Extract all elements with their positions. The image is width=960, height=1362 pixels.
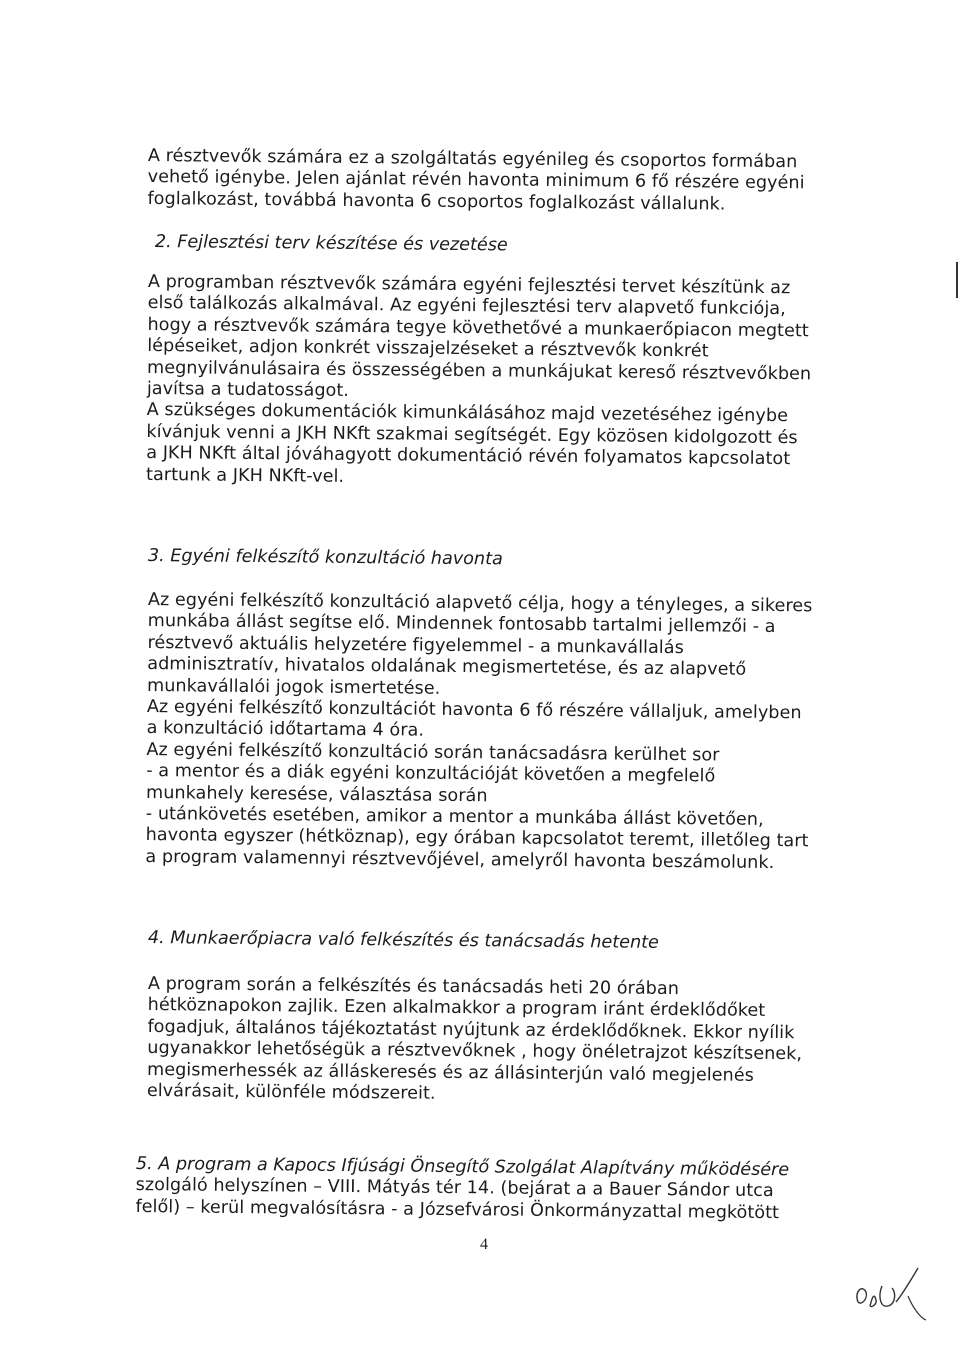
text-line: fogadjuk, általános tájékoztatást nyújtunk az érdeklődőknek. Ekkor nyílik — [147, 1016, 795, 1044]
text-line: kívánjuk venni a JKH NKft szakmai segítségét. Egy közösen kidolgozott és — [146, 421, 798, 449]
text-line: Az egyéni felkészítő konzultációt havonta 6 fő részére vállaljuk, amelyben — [146, 697, 802, 724]
text-line: tartunk a JKH NKft-vel. — [145, 464, 345, 487]
text-line: munkahely keresése, választása során — [145, 782, 488, 806]
section-heading: 4. Munkaerőpiacra való felkészítés és tanácsadás hetente — [147, 928, 659, 953]
text-line: A szükséges dokumentációk kimunkálásához majd vezetéséhez igénybe — [146, 400, 789, 427]
text-line: Az egyéni felkészítő konzultáció során tanácsadásra kerülhet sor — [146, 739, 720, 766]
margin-mark — [956, 262, 958, 298]
text-line: résztvevő aktuális helyzetére figyelemmel - a munkavállalás — [147, 632, 684, 658]
text-line: Az egyéni felkészítő konzultáció alapvető célja, hogy a tényleges, a sikeres — [147, 590, 813, 617]
text-line: ugyanakkor lehetőségük a résztvevőknek , hogy önéletrajzot készítsenek, — [147, 1038, 803, 1065]
section-heading: 5. A program a Kapocs Ifjúsági Önsegítő Szolgálat Alapítvány működésére — [135, 1154, 790, 1181]
text-line: A résztvevők számára ez a szolgáltatás egyénileg és csoportos formában — [147, 146, 798, 173]
text-line: - a mentor és a diák egyéni konzultációját követően a megfelelő — [146, 761, 716, 787]
section-5 — [135, 1154, 836, 1225]
section-4-body — [147, 974, 848, 1109]
section-2-heading-block — [155, 232, 855, 260]
text-line: első találkozás alkalmával. Az egyéni fejlesztési terv alapvető funkciója, — [147, 293, 786, 320]
text-line: szolgáló helyszínen – VIII. Mátyás tér 14. (bejárat a a Bauer Sándor utca — [135, 1175, 774, 1202]
text-line: havonta egyszer (hétköznap), egy órában kapcsolatot teremt, illetőleg tart — [145, 825, 809, 852]
text-line: - utánkövetés esetében, amikor a mentor a munkába állást követően, — [145, 804, 764, 830]
text-line: a JKH NKft által jóváhagyott dokumentáció révén folyamatos kapcsolatot — [146, 443, 791, 470]
section-2-body — [146, 272, 848, 493]
section-3-body — [145, 590, 848, 875]
text-line: munkába állást segítse elő. Mindennek fontosabb tartalmi jellemzői - a — [147, 611, 776, 638]
text-line: elvárásait, különféle módszereit. — [146, 1081, 436, 1104]
text-line: vehető igénybe. Jelen ajánlat révén havonta minimum 6 fő részére egyéni — [147, 167, 805, 194]
text-line: A program során a felkészítés és tanácsadás heti 20 órában — [147, 974, 680, 1000]
section-heading: 2. Fejlesztési terv készítése és vezetése — [154, 232, 508, 256]
text-line: javítsa a tudatosságot. — [146, 379, 350, 401]
text-line: adminisztratív, hivatalos oldalának megismertetése, és az alapvető — [147, 654, 747, 680]
intro-paragraph — [147, 146, 848, 217]
section-3-heading-block — [148, 546, 848, 574]
section-heading: 3. Egyéni felkészítő konzultáció havonta — [147, 546, 503, 570]
text-line: munkavállalói jogok ismertetése. — [146, 675, 441, 699]
section-4-heading-block — [148, 928, 848, 956]
signature-mark — [852, 1262, 944, 1326]
text-line: hogy a résztvevők számára tegye követhetővé a munkaerőpiacon megtett — [147, 314, 809, 342]
text-line: lépéseiket, adjon konkrét visszajelzéseket a résztvevők konkrét — [147, 336, 709, 362]
text-line: foglalkozást, továbbá havonta 6 csoportos foglalkozást vállalunk. — [147, 188, 726, 215]
text-line: a konzultáció időtartama 4 óra. — [146, 718, 425, 742]
text-line: hétköznapokon zajlik. Ezen alkalmakkor a program iránt érdeklődőket — [147, 995, 766, 1022]
text-line: a program valamennyi résztvevőjével, amelyről havonta beszámolunk. — [145, 846, 775, 873]
text-line: megnyilvánulásaira és összességében a munkájukat kereső résztvevőkben — [146, 357, 812, 384]
text-line: A programban résztvevők számára egyéni fejlesztési tervet készítünk az — [147, 272, 791, 299]
text-line: megismerhessék az álláskeresés és az állásinterjún való megjelenés — [146, 1059, 754, 1086]
page-number: 4 — [480, 1236, 488, 1253]
text-line: felől) – kerül megvalósításra - a Józsefvárosi Önkormányzattal megkötött — [135, 1196, 780, 1223]
